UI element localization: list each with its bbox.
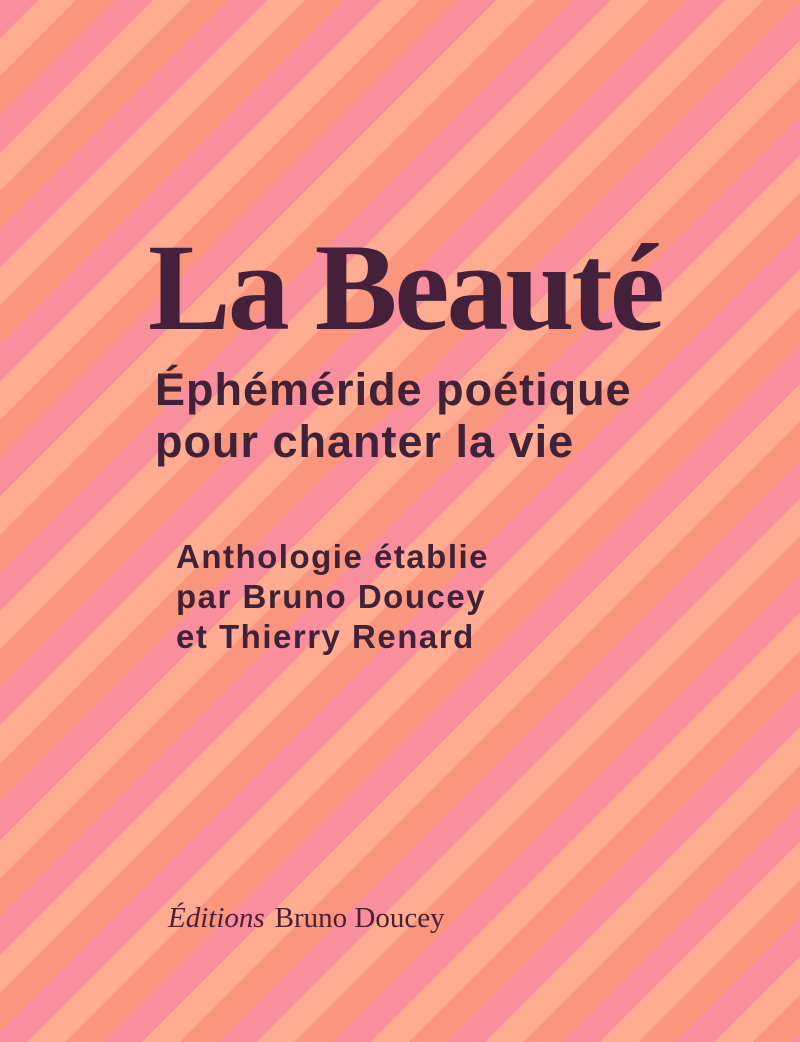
publisher-line [168, 901, 445, 936]
book-subtitle [155, 364, 632, 468]
credit-line-3: et Thierry Renard [176, 618, 475, 655]
credit-line-2: par Bruno Doucey [176, 578, 487, 615]
book-title: La Beauté [148, 219, 662, 356]
credit-line-1: Anthologie établie [176, 538, 490, 575]
subtitle-line-1: Éphéméride poétique [155, 364, 632, 415]
publisher-imprint-word: Éditions [168, 902, 265, 934]
publisher-name: Bruno Doucey [274, 902, 445, 934]
anthology-credit [176, 537, 489, 657]
subtitle-line-2: pour chanter la vie [155, 416, 575, 467]
